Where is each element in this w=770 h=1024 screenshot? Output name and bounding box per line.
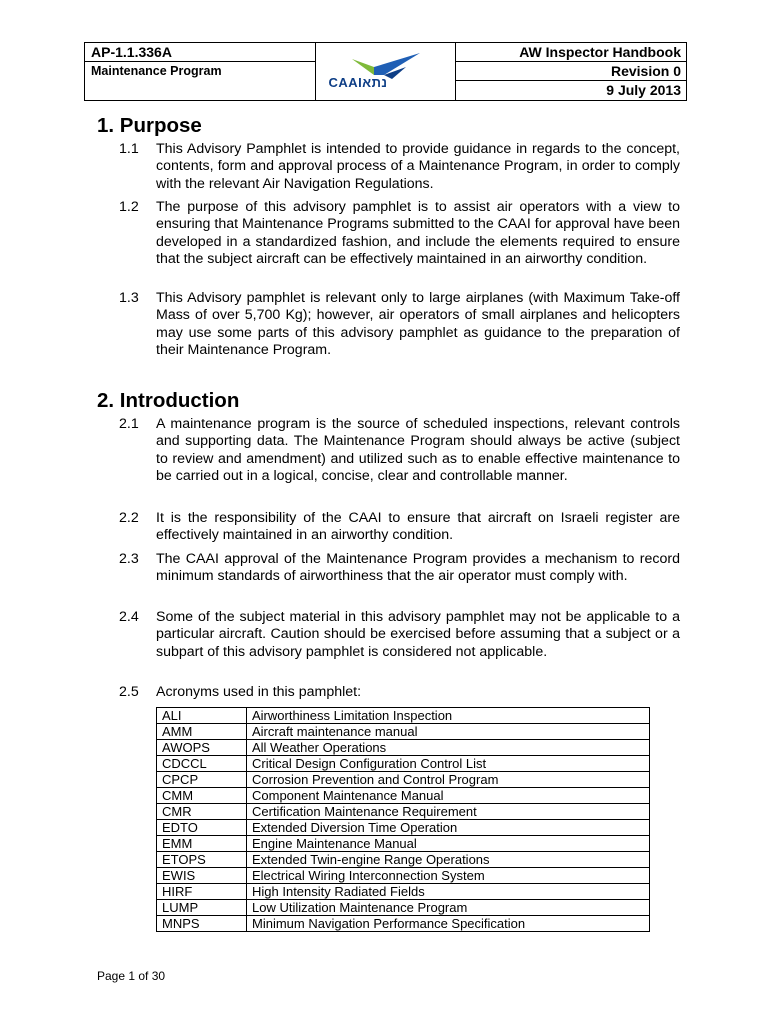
table-row — [157, 788, 650, 804]
paragraph-2-1 — [119, 416, 680, 485]
definition-cell: High Intensity Radiated Fields — [247, 884, 650, 900]
paragraph-text: A maintenance program is the source of scheduled inspections, relevant controls and supporting data. The Maintenance Program should always be active (subject to review and amendment) and utilized such as to enable effective maintenance to be carried out in a logical, concise, clear and controllable manner. — [156, 416, 680, 484]
definition-cell: Corrosion Prevention and Control Program — [247, 772, 650, 788]
section-heading-purpose: 1. Purpose — [97, 114, 202, 137]
document-subject: Maintenance Program — [91, 64, 222, 78]
paragraph-text: It is the responsibility of the CAAI to ensure that aircraft on Israeli register are effectively maintained in an airworthy condition. — [156, 510, 680, 544]
table-row — [157, 724, 650, 740]
paragraph-text: The CAAI approval of the Maintenance Program provides a mechanism to record minimum standards of airworthiness that the air operator must comply with. — [156, 551, 680, 585]
section-heading-introduction: 2. Introduction — [97, 389, 240, 412]
table-row — [157, 852, 650, 868]
paragraph-2-3 — [119, 551, 680, 586]
logo-text: CAAIנתא — [328, 75, 388, 90]
definition-cell: Component Maintenance Manual — [247, 788, 650, 804]
header-logo-cell — [316, 43, 456, 100]
acronym-cell: EDTO — [157, 820, 247, 836]
definition-cell: Certification Maintenance Requirement — [247, 804, 650, 820]
paragraph-number: 1.1 — [119, 141, 139, 157]
table-row — [157, 708, 650, 724]
paragraph-2-5 — [119, 684, 680, 701]
handbook-title: AW Inspector Handbook — [456, 43, 686, 62]
paragraph-1-3 — [119, 290, 680, 359]
paragraph-number: 2.4 — [119, 609, 139, 625]
acronym-cell: AMM — [157, 724, 247, 740]
table-row — [157, 836, 650, 852]
paragraph-number: 1.3 — [119, 290, 139, 306]
definition-cell: Electrical Wiring Interconnection System — [247, 868, 650, 884]
header-left-cell — [85, 43, 316, 100]
paragraph-number: 2.1 — [119, 416, 139, 432]
definition-cell: Low Utilization Maintenance Program — [247, 900, 650, 916]
paragraph-number: 2.3 — [119, 551, 139, 567]
paragraph-1-1 — [119, 141, 680, 193]
definition-cell: Extended Twin-engine Range Operations — [247, 852, 650, 868]
acronym-cell: HIRF — [157, 884, 247, 900]
acronym-cell: EMM — [157, 836, 247, 852]
table-row — [157, 884, 650, 900]
definition-cell: Critical Design Configuration Control List — [247, 756, 650, 772]
header-right-cell — [456, 43, 686, 100]
revision-label: Revision 0 — [456, 62, 686, 81]
table-row — [157, 900, 650, 916]
paragraph-number: 1.2 — [119, 199, 139, 215]
definition-cell: All Weather Operations — [247, 740, 650, 756]
table-row — [157, 740, 650, 756]
page-header — [84, 42, 687, 101]
page-number: Page 1 of 30 — [97, 969, 166, 983]
paragraph-number: 2.2 — [119, 510, 139, 526]
definition-cell: Engine Maintenance Manual — [247, 836, 650, 852]
acronym-cell: CPCP — [157, 772, 247, 788]
acronym-cell: ETOPS — [157, 852, 247, 868]
definition-cell: Minimum Navigation Performance Specification — [247, 916, 650, 932]
document-id: AP-1.1.336A — [85, 43, 315, 62]
definition-cell: Aircraft maintenance manual — [247, 724, 650, 740]
table-row — [157, 820, 650, 836]
acronym-cell: MNPS — [157, 916, 247, 932]
definition-cell: Airworthiness Limitation Inspection — [247, 708, 650, 724]
definition-cell: Extended Diversion Time Operation — [247, 820, 650, 836]
paragraph-text: Acronyms used in this pamphlet: — [156, 684, 362, 700]
acronym-cell: ALI — [157, 708, 247, 724]
acronym-cell: CMM — [157, 788, 247, 804]
table-row — [157, 916, 650, 932]
paragraph-text: The purpose of this advisory pamphlet is to assist air operators with a view to ensuring that Maintenance Programs submitted to the CAAI for approval have been developed in a standardized fashion, and include the elements required to ensure that the subject aircraft can be effectively maintained in an airworthy condition. — [156, 199, 680, 267]
paragraph-1-2 — [119, 199, 680, 268]
acronym-cell: LUMP — [157, 900, 247, 916]
acronym-cell: AWOPS — [157, 740, 247, 756]
table-row — [157, 772, 650, 788]
acronym-cell: EWIS — [157, 868, 247, 884]
paragraph-text: This Advisory Pamphlet is intended to provide guidance in regards to the concept, contents, form and approval process of a Maintenance Program, in order to comply with the relevant Air Navigation Regulations. — [156, 141, 680, 192]
table-row — [157, 868, 650, 884]
acronyms-table — [156, 707, 650, 932]
paragraph-number: 2.5 — [119, 684, 139, 700]
paragraph-2-2 — [119, 510, 680, 545]
paragraph-text: Some of the subject material in this advisory pamphlet may not be applicable to a particular aircraft. Caution should be exercised before assuming that a subject or a subpart of this advisory pamphlet is considered not applicable. — [156, 609, 680, 660]
acronym-cell: CMR — [157, 804, 247, 820]
acronym-cell: CDCCL — [157, 756, 247, 772]
revision-date: 9 July 2013 — [606, 82, 681, 98]
paragraph-2-4 — [119, 609, 680, 661]
paragraph-text: This Advisory pamphlet is relevant only to large airplanes (with Maximum Take-off Mass of over 5,700 Kg); however, air operators of small airplanes and helicopters may use some parts of this advisory pamphlet as guidance to the preparation of their Maintenance Program. — [156, 290, 680, 358]
table-row — [157, 756, 650, 772]
table-row — [157, 804, 650, 820]
